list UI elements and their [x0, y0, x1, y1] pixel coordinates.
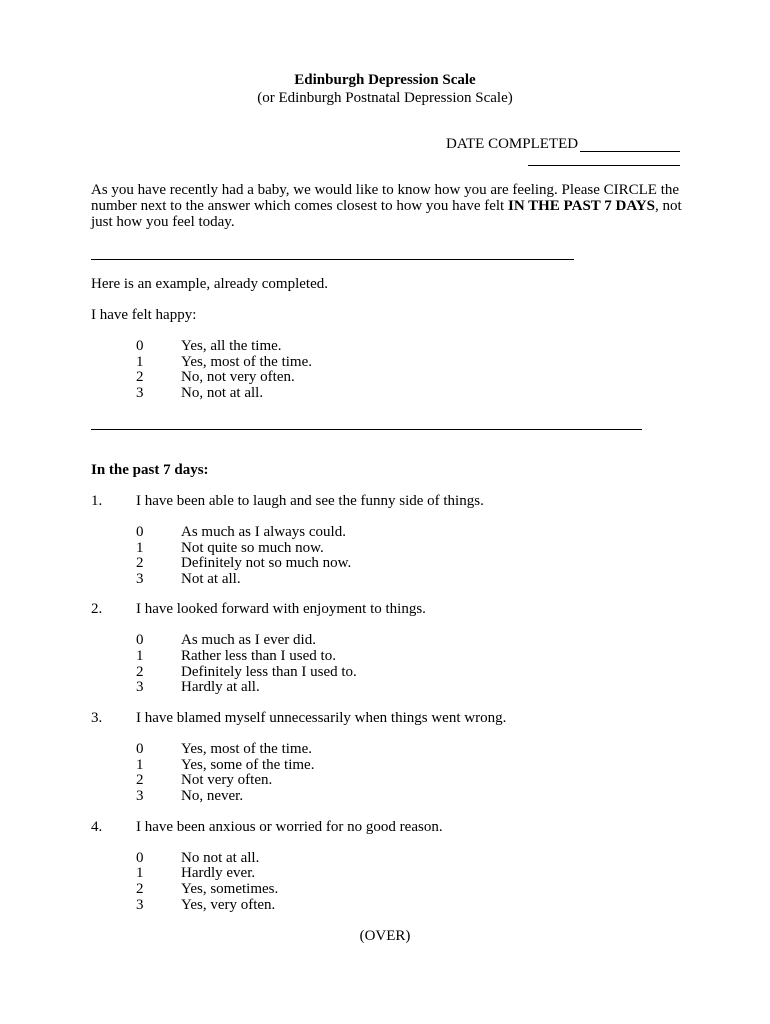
option-score[interactable]: 2 — [136, 881, 144, 897]
option-text: Definitely less than I used to. — [181, 664, 357, 680]
question-number: 4. — [91, 819, 103, 835]
question-number: 3. — [91, 710, 103, 726]
option-text: Yes, most of the time. — [181, 354, 312, 370]
option-score[interactable]: 3 — [136, 679, 144, 695]
option-score[interactable]: 2 — [136, 664, 144, 680]
option-text: Definitely not so much now. — [181, 555, 352, 571]
option-text: Yes, all the time. — [181, 338, 282, 354]
option-text: As much as I always could. — [181, 524, 346, 540]
option-score[interactable]: 3 — [136, 571, 144, 587]
option-text: Yes, some of the time. — [181, 757, 315, 773]
option-score: 2 — [136, 369, 144, 385]
divider — [91, 259, 574, 260]
question-text: I have blamed myself unnecessarily when things went wrong. — [136, 710, 507, 726]
page-subtitle: (or Edinburgh Postnatal Depression Scale) — [257, 90, 513, 106]
example-heading: Here is an example, already completed. — [91, 276, 328, 292]
option-text: Not quite so much now. — [181, 540, 324, 556]
option-score[interactable]: 0 — [136, 632, 144, 648]
option-text: Yes, most of the time. — [181, 741, 312, 757]
option-text: Hardly at all. — [181, 679, 260, 695]
option-score[interactable]: 3 — [136, 897, 144, 913]
option-score[interactable]: 0 — [136, 524, 144, 540]
divider — [91, 429, 642, 430]
option-text: No not at all. — [181, 850, 260, 866]
question-text: I have been able to laugh and see the funny side of things. — [136, 493, 484, 509]
question-text: I have looked forward with enjoyment to things. — [136, 601, 426, 617]
option-text: Yes, very often. — [181, 897, 276, 913]
instructions-suffix: , not just how you feel today. — [91, 198, 682, 230]
option-score[interactable]: 1 — [136, 757, 144, 773]
page-title: Edinburgh Depression Scale — [294, 72, 476, 88]
over-indicator: (OVER) — [359, 928, 411, 944]
option-text: Rather less than I used to. — [181, 648, 336, 664]
instructions-text: As you have recently had a baby, we would like to know how you are feeling. Please CIRCLE the number next to the answer which comes closest to how you have felt — [91, 182, 680, 214]
option-text: Yes, sometimes. — [181, 881, 279, 897]
option-score[interactable]: 1 — [136, 540, 144, 556]
section-heading: In the past 7 days: — [91, 462, 209, 478]
example-statement: I have felt happy: — [91, 307, 197, 323]
option-score: 0 — [136, 338, 144, 354]
option-score[interactable]: 2 — [136, 772, 144, 788]
instructions — [91, 182, 691, 230]
option-score[interactable]: 3 — [136, 788, 144, 804]
option-text: As much as I ever did. — [181, 632, 316, 648]
option-score[interactable]: 1 — [136, 865, 144, 881]
option-score: 1 — [136, 354, 144, 370]
option-score[interactable]: 2 — [136, 555, 144, 571]
date-completed-label: DATE COMPLETED — [446, 136, 579, 152]
option-text: No, not very often. — [181, 369, 295, 385]
option-score: 3 — [136, 385, 144, 401]
option-score[interactable]: 0 — [136, 850, 144, 866]
question-number: 1. — [91, 493, 103, 509]
question-number: 2. — [91, 601, 103, 617]
date-completed-line[interactable] — [580, 151, 680, 152]
instructions-emphasis: IN THE PAST 7 DAYS — [507, 198, 655, 214]
option-text: Not at all. — [181, 571, 241, 587]
question-text: I have been anxious or worried for no good reason. — [136, 819, 443, 835]
option-score[interactable]: 0 — [136, 741, 144, 757]
option-text: Hardly ever. — [181, 865, 256, 881]
option-text: Not very often. — [181, 772, 273, 788]
option-score[interactable]: 1 — [136, 648, 144, 664]
option-text: No, not at all. — [181, 385, 264, 401]
option-text: No, never. — [181, 788, 244, 804]
date-completed-line-2[interactable] — [528, 165, 680, 166]
